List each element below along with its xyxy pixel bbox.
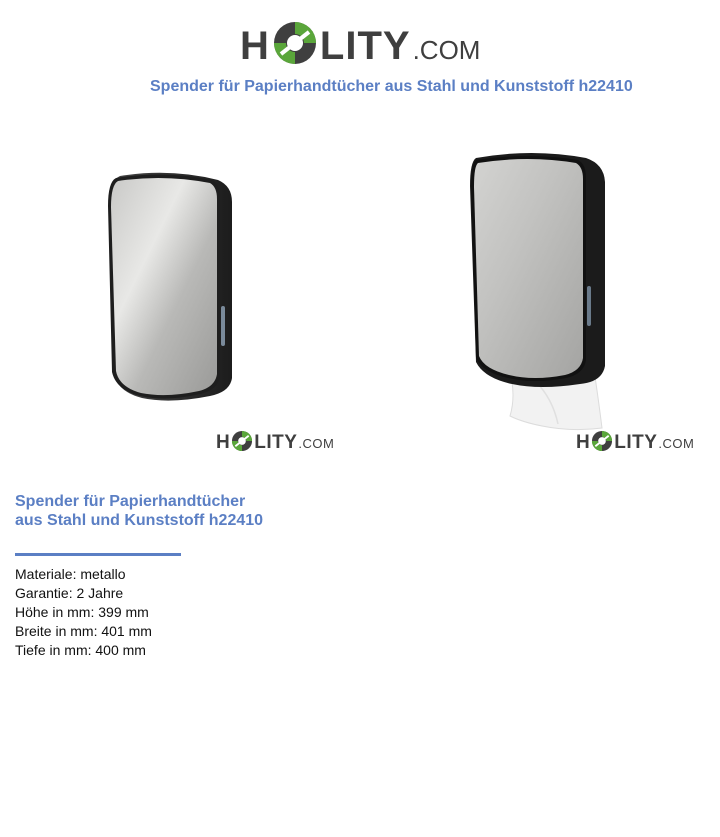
spec-height: Höhe in mm: 399 mm [15, 604, 149, 620]
holity-logo[interactable] [240, 14, 480, 66]
logo-text-h: H [576, 432, 591, 453]
towel-dispenser-front-image [100, 166, 240, 406]
spec-depth: Tiefe in mm: 400 mm [15, 642, 146, 658]
logo-text-lity: LITY [254, 432, 298, 453]
spec-material: Materiale: metallo [15, 566, 126, 582]
product-image-with-towel [462, 146, 612, 436]
holity-logo-image-right [576, 428, 694, 452]
logo-text-com: .COM [412, 35, 481, 65]
holity-o-icon [231, 430, 253, 452]
product-details-title: Spender für Papierhandtücher aus Stahl und Kunststoff h22410 [15, 493, 264, 529]
logo-text-com: .COM [658, 436, 695, 451]
holity-o-icon [272, 20, 318, 66]
logo-text-h: H [216, 432, 231, 453]
holity-logo-image-left [216, 428, 334, 452]
logo-text-h: H [240, 24, 270, 68]
logo-text-lity: LITY [614, 432, 658, 453]
towel-dispenser-with-towel-image [462, 146, 612, 436]
title-underline [15, 553, 181, 556]
spec-width: Breite in mm: 401 mm [15, 623, 152, 639]
holity-o-icon [591, 430, 613, 452]
logo-text-com: .COM [298, 436, 335, 451]
page-title: Spender für Papierhandtücher aus Stahl und Kunststoff h22410 [150, 78, 633, 95]
logo-text-lity: LITY [319, 24, 411, 68]
spec-warranty: Garantie: 2 Jahre [15, 585, 124, 601]
product-specs-list [15, 565, 152, 660]
product-image-front [100, 166, 240, 406]
